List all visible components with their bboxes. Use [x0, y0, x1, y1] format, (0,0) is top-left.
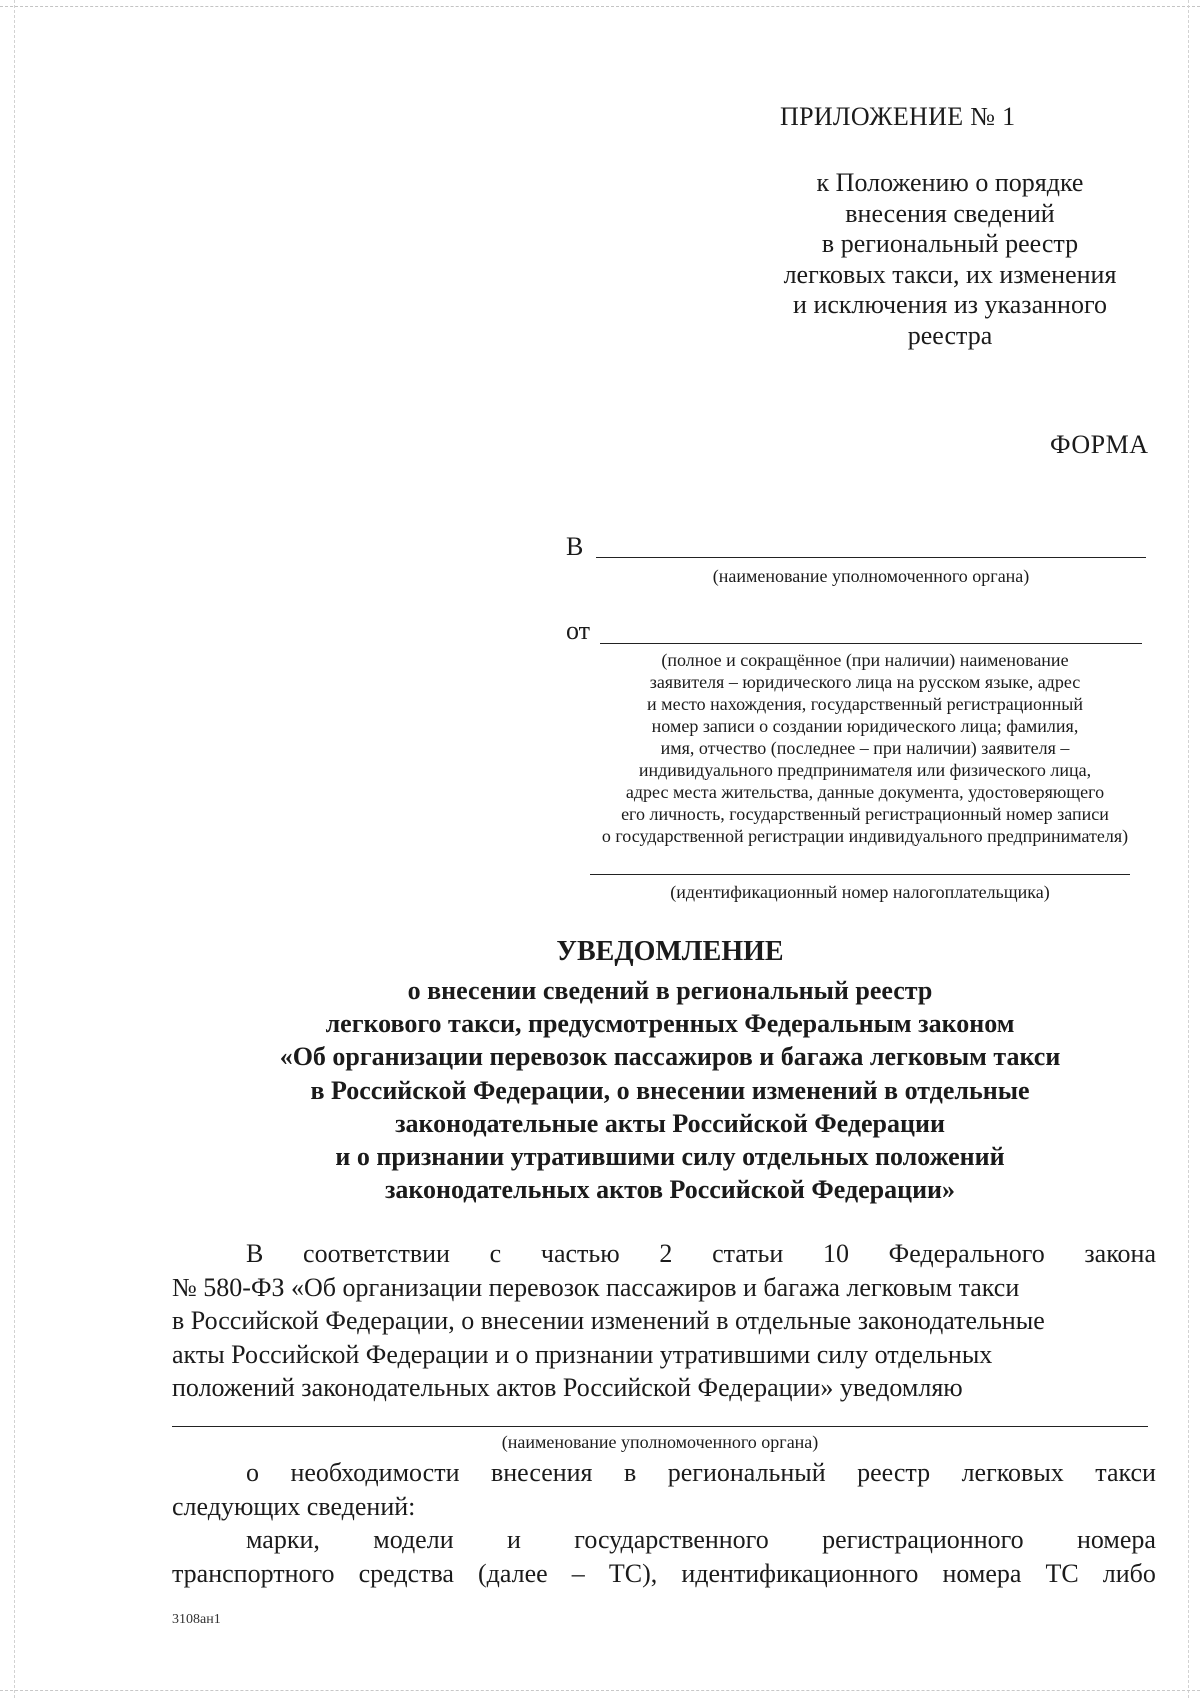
body-paragraph-3 — [172, 1523, 1156, 1590]
scan-edge-left — [14, 0, 15, 1698]
word: соответствии — [303, 1239, 450, 1268]
word: идентификационного — [681, 1558, 919, 1588]
body-paragraph-1 — [172, 1237, 1156, 1405]
word: региональный — [667, 1458, 826, 1487]
notice-subtitle-line: и о признании утратившими силу отдельных положений — [335, 1142, 1005, 1172]
word: ТС), — [608, 1558, 658, 1588]
to-prefix: В — [566, 532, 584, 561]
word: статьи — [712, 1239, 784, 1268]
scan-edge-top — [0, 6, 1200, 7]
word: регистрационного — [822, 1525, 1024, 1554]
notice-subtitle-line: легкового такси, предусмотренных Федеральным законом — [325, 1009, 1015, 1039]
notice-subtitle-line: «Об организации перевозок пассажиров и багажа легковым такси — [279, 1042, 1061, 1072]
word: средства — [358, 1558, 454, 1588]
word: 2 — [659, 1239, 673, 1268]
from-prefix: от — [566, 616, 591, 645]
word: модели — [373, 1525, 454, 1554]
notice-subtitle-line: о внесении сведений в региональный реестр — [407, 976, 933, 1005]
document-code: 3108ан1 — [172, 1612, 221, 1627]
from-fill-line[interactable] — [600, 643, 1142, 644]
appendix-subtitle-line: легковых такси, их изменения — [783, 259, 1117, 289]
body-line: следующих сведений: — [172, 1491, 416, 1521]
word: частью — [540, 1239, 620, 1268]
notice-subtitle-line: в Российской Федерации, о внесении изменений в отдельные — [310, 1075, 1030, 1105]
body-line: № 580-ФЗ «Об организации перевозок пассажиров и багажа легковым такси — [172, 1272, 1020, 1302]
word: Федерального — [888, 1239, 1045, 1268]
from-caption-line: индивидуального предпринимателя или физического лица, — [638, 760, 1092, 780]
word: легковых — [961, 1458, 1064, 1487]
word: внесения — [490, 1458, 593, 1487]
word: реестр — [857, 1458, 931, 1487]
word: с — [489, 1239, 502, 1268]
appendix-subtitle-line: внесения сведений — [845, 198, 1055, 228]
word: в — [623, 1458, 637, 1487]
word: 10 — [822, 1239, 849, 1268]
notice-subtitle-line: законодательных актов Российской Федерации» — [384, 1175, 956, 1205]
word: либо — [1102, 1558, 1156, 1588]
body-line: в Российской Федерации, о внесении изменений в отдельные законодательные — [172, 1306, 1045, 1336]
word: марки, — [246, 1525, 320, 1554]
from-caption-line: его личность, государственный регистрационный номер записи — [621, 804, 1109, 824]
word: номера — [942, 1558, 1022, 1588]
body-line: акты Российской Федерации и о признании утратившими силу отдельных — [172, 1339, 993, 1369]
form-label: ФОРМА — [1050, 430, 1149, 459]
body-paragraph-3-second-line — [172, 1557, 1156, 1591]
appendix-subtitle-line: к Положению о порядке — [816, 168, 1084, 197]
word: ТС — [1045, 1558, 1079, 1588]
word: необходимости — [290, 1458, 460, 1487]
from-caption-line: заявителя – юридического лица на русском языке, адрес — [649, 672, 1081, 692]
authority-caption: (наименование уполномоченного органа) — [501, 1432, 819, 1452]
word: государственного — [574, 1525, 769, 1554]
word: номера — [1077, 1525, 1156, 1554]
body-paragraph-2-first-line — [172, 1456, 1156, 1490]
authority-fill-line[interactable] — [172, 1426, 1148, 1427]
word: и — [507, 1525, 521, 1554]
scan-edge-right — [1188, 0, 1189, 1698]
inn-caption: (идентификационный номер налогоплательщика) — [670, 882, 1050, 902]
from-caption-line: (полное и сокращённое (при наличии) наименование — [661, 650, 1069, 670]
body-paragraph-2 — [172, 1456, 1156, 1523]
appendix-subtitle-line: реестра — [907, 320, 993, 350]
word: – — [571, 1558, 585, 1588]
word: закона — [1084, 1239, 1156, 1268]
inn-fill-line[interactable] — [590, 874, 1130, 875]
from-caption-line: и место нахождения, государственный регистрационный — [647, 694, 1083, 714]
appendix-subtitle-line: и исключения из указанного — [793, 290, 1107, 319]
from-caption — [560, 649, 1170, 847]
appendix-title: ПРИЛОЖЕНИЕ № 1 — [780, 102, 1016, 131]
scan-edge-bottom — [0, 1690, 1200, 1691]
to-fill-line[interactable] — [596, 557, 1146, 558]
from-caption-line: номер записи о создании юридического лица; фамилия, — [651, 716, 1079, 736]
appendix-subtitle-line: в региональный реестр — [821, 229, 1079, 258]
appendix-subtitle — [760, 168, 1140, 351]
body-paragraph-3-first-line — [172, 1523, 1156, 1557]
to-caption: (наименование уполномоченного органа) — [712, 566, 1030, 586]
notice-title: УВЕДОМЛЕНИЕ — [556, 936, 784, 967]
body-paragraph-1-first-line — [172, 1237, 1156, 1271]
word: (далее — [478, 1558, 548, 1588]
word: В — [246, 1239, 264, 1268]
notice-subtitle — [170, 974, 1170, 1206]
word: такси — [1095, 1458, 1156, 1487]
body-line: положений законодательных актов Российской Федерации» уведомляю — [172, 1373, 963, 1403]
notice-subtitle-line: законодательные акты Российской Федерации — [395, 1108, 945, 1138]
word: транспортного — [172, 1558, 335, 1588]
word: о — [246, 1458, 259, 1487]
from-caption-line: имя, отчество (последнее – при наличии) заявителя – — [660, 738, 1070, 758]
from-caption-line: о государственной регистрации индивидуального предпринимателя) — [601, 826, 1129, 846]
from-caption-line: адрес места жительства, данные документа, удостоверяющего — [625, 782, 1105, 802]
